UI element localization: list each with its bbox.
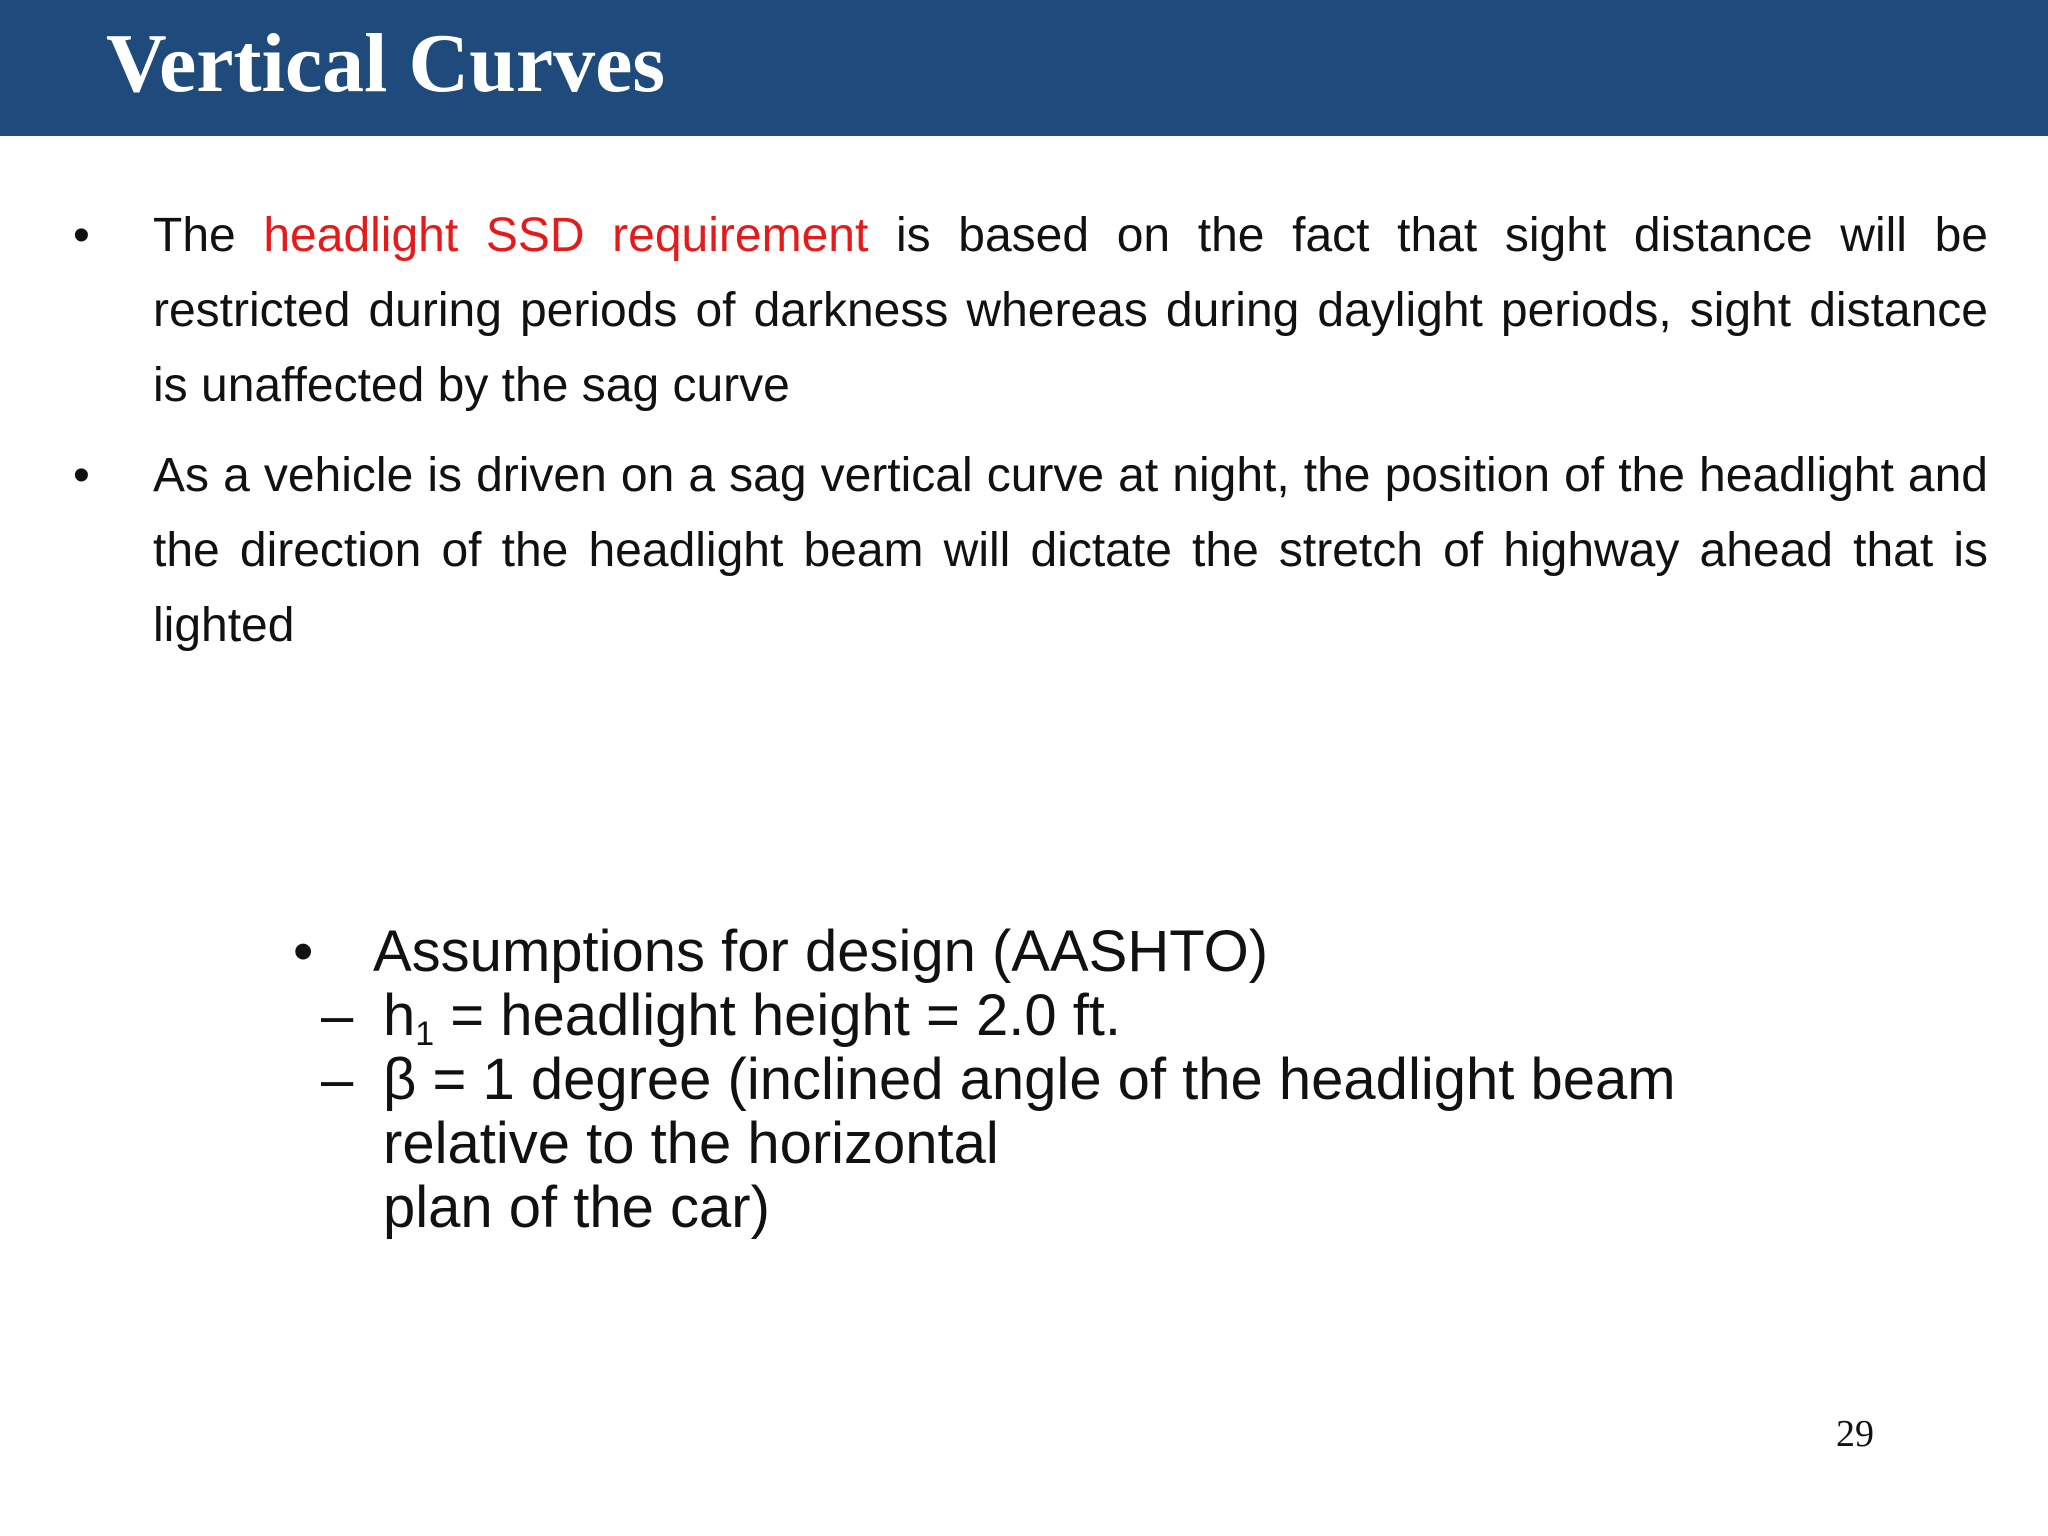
page-number: 29: [1836, 1413, 1874, 1455]
assumption-line-1: β = 1 degree (inclined angle of the headlight beam: [383, 1047, 1676, 1112]
assumptions-sub-list: [293, 984, 1676, 1240]
bullet-text-suffix: is based on the fact that sight distance will be restricted during periods of darkness whereas during daylight periods, sight distance is unaffected by the sag curve: [153, 209, 1988, 412]
assumption-line-3: plan of the car): [383, 1175, 770, 1240]
bullet-dot-icon: •: [73, 449, 90, 502]
bullet-item-headlight-ssd: [66, 198, 1988, 423]
bullet-list: [66, 198, 1988, 678]
assumptions-heading-item: [293, 920, 1676, 984]
bullet-dot-icon: •: [293, 919, 314, 984]
highlighted-term: headlight SSD requirement: [263, 209, 869, 262]
assumption-headlight-height: [213, 983, 1676, 1053]
bullet-text-prefix: The: [153, 209, 264, 262]
title-bar: [0, 0, 2048, 136]
assumption-subscript: 1: [415, 1015, 435, 1053]
dash-icon: –: [321, 1047, 354, 1112]
bullet-dot-icon: •: [73, 209, 90, 262]
bullet-item-vehicle-night: [66, 438, 1988, 663]
bullet-text: As a vehicle is driven on a sag vertical curve at night, the position of the headlight and the direction of the headlight beam will dictate the stretch of highway ahead that is lighted: [153, 449, 1988, 652]
dash-icon: –: [321, 983, 354, 1048]
assumption-beam-angle: [213, 1048, 1676, 1240]
assumption-text: = headlight height = 2.0 ft.: [434, 983, 1122, 1048]
slide-title: Vertical Curves: [106, 17, 666, 110]
assumption-line-2: relative to the horizontal: [383, 1111, 999, 1176]
assumptions-list: [293, 920, 1676, 1240]
assumptions-heading: Assumptions for design (AASHTO): [373, 919, 1269, 984]
assumption-symbol: h: [383, 983, 416, 1048]
